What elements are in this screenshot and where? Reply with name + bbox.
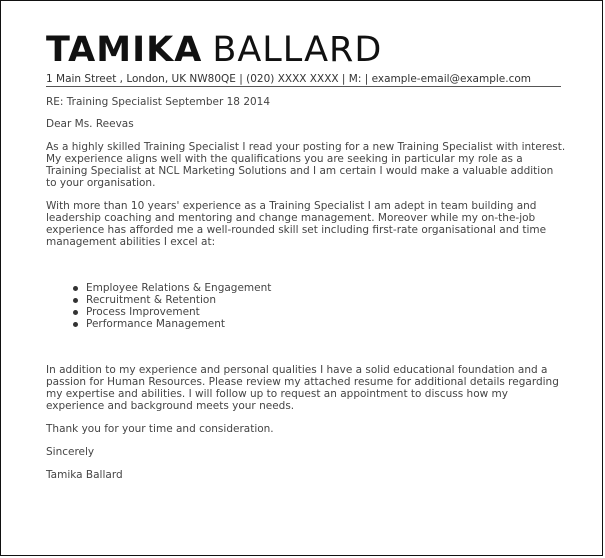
skills-list [46, 282, 566, 330]
paragraph-education: In addition to my experience and personal qualities I have a solid educational foundation and a passion for Human Resources. Please review my attached resume for additional details regarding my expertise and abilities. I will follow up to request an appointment to discuss how my experience and background meets your needs. [46, 364, 559, 412]
last-name: BALLARD [212, 30, 383, 70]
list-item: Process Improvement [86, 306, 566, 318]
paragraph-intro: As a highly skilled Training Specialist I read your posting for a new Training Specialist with interest. My experience aligns well with the qualifications you are seeking in particular my role as a Training Specialist at NCL Marketing Solutions and I am certain I would make a valuable addition to your organisation. [46, 141, 566, 189]
paragraph-experience: With more than 10 years' experience as a Training Specialist I am adept in team building and leadership coaching and mentoring and change management. Moreover while my on-the-job experience has afforded me a well-rounded skill set including first-rate organisational and time management abilities I excel at: [46, 200, 547, 248]
first-name: TAMIKA [46, 30, 203, 70]
list-item: Employee Relations & Engagement [86, 282, 566, 294]
re-line: RE: Training Specialist September 18 2014 [46, 96, 271, 108]
contact-line: 1 Main Street , London, UK NW80QE | (020) XXXX XXXX | M: | example-email@example.com [46, 73, 531, 85]
salutation: Dear Ms. Reevas [46, 118, 134, 130]
list-item: Performance Management [86, 318, 566, 330]
letter-body [46, 96, 566, 481]
applicant-name [46, 31, 531, 69]
header-divider [46, 86, 561, 87]
paragraph-thanks: Thank you for your time and consideration. [46, 423, 274, 435]
list-item: Recruitment & Retention [86, 294, 566, 306]
letter-header [46, 31, 531, 86]
signature-name: Tamika Ballard [46, 469, 123, 481]
closing: Sincerely [46, 446, 95, 458]
